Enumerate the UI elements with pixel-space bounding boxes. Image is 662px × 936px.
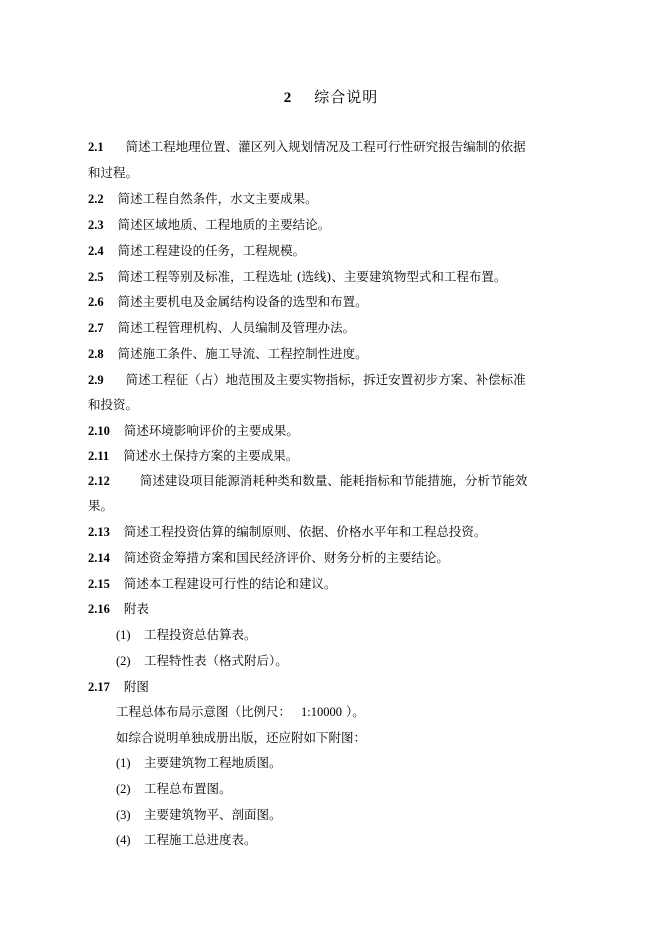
attached-figure-number: (4): [116, 833, 131, 847]
attached-figure-item: [116, 806, 576, 824]
section-item-number: 2.10: [88, 424, 110, 438]
attached-figure-number: (3): [116, 808, 131, 822]
section-item-continuation: 和过程。: [88, 165, 139, 180]
section-item-continuation: 和投资。: [88, 397, 139, 412]
section-item-number: 2.3: [88, 218, 104, 232]
section-item-number: 2.13: [88, 525, 110, 539]
section-heading: [0, 86, 662, 107]
section-item: [88, 575, 548, 593]
section-item-text: 简述工程地理位置、灌区列入规划情况及工程可行性研究报告编制的依据: [125, 139, 526, 154]
section-item-number: 2.9: [88, 373, 104, 387]
section-item-text: 简述工程自然条件，水文主要成果。: [117, 191, 318, 206]
section-item: [88, 242, 548, 260]
section-item-number: 2.5: [88, 270, 104, 284]
section-item-text: 简述工程建设的任务，工程规模。: [117, 243, 306, 258]
attached-table-text: 工程投资总估算表。: [144, 627, 257, 642]
section-item: [88, 216, 548, 234]
section-item-text: 附图: [123, 679, 149, 694]
section-item: [88, 190, 548, 208]
section-item-number: 2.12: [88, 474, 110, 488]
attached-figure-item: [116, 780, 576, 798]
section-item: [88, 371, 548, 389]
section-item: [88, 447, 548, 465]
section-item-text: 简述水土保持方案的主要成果。: [123, 448, 299, 463]
section-item-number: 2.6: [88, 295, 104, 309]
section-item-text: 简述本工程建设可行性的结论和建议。: [123, 576, 337, 591]
section-item-number: 2.8: [88, 347, 104, 361]
section-item-number: 2.15: [88, 577, 110, 591]
section-item-text: 简述施工条件、施工导流、工程控制性进度。: [117, 346, 368, 361]
section-item-text: 简述工程征（占）地范围及主要实物指标，拆迁安置初步方案、补偿标准: [125, 372, 526, 387]
section-item-text: 简述环境影响评价的主要成果。: [123, 423, 299, 438]
section-item-number: 2.11: [88, 449, 110, 463]
section-item: [88, 268, 548, 286]
attached-figure-text: 工程施工总进度表。: [144, 832, 257, 847]
section-item-number: 2.16: [88, 602, 110, 616]
attached-figure-number: (2): [116, 782, 131, 796]
attached-table-text: 工程特性表（格式附后）。: [144, 653, 288, 668]
section-item-text: 简述工程管理机构、人员编制及管理办法。: [117, 320, 356, 335]
attached-figure-item: [116, 831, 576, 849]
attached-table-item: [116, 626, 576, 644]
section-item-text: 简述区域地质、工程地质的主要结论。: [117, 217, 331, 232]
section-item: [88, 345, 548, 363]
section-item-text: 附表: [123, 601, 149, 616]
figure-note: 如综合说明单独成册出版，还应附如下附图：: [116, 730, 367, 745]
attached-table-item: [116, 652, 576, 670]
section-item-text: 简述工程投资估算的编制原则、依据、价格水平年和工程总投资。: [123, 524, 487, 539]
section-item-text: 简述主要机电及金属结构设备的选型和布置。: [117, 294, 368, 309]
section-item: [88, 472, 548, 490]
attached-figure-text: 主要建筑物工程地质图。: [144, 755, 282, 770]
attached-figure-item: [116, 754, 576, 772]
section-item: [88, 523, 548, 541]
attached-table-number: (1): [116, 628, 131, 642]
section-item: [88, 549, 548, 567]
attached-figure-number: (1): [116, 756, 131, 770]
section-item: [88, 319, 548, 337]
section-heading-number: 2: [283, 90, 293, 106]
section-item: [88, 600, 548, 618]
section-item-number: 2.1: [88, 140, 104, 154]
section-item: [88, 678, 548, 696]
attached-figure-text: 主要建筑物平、剖面图。: [144, 807, 282, 822]
section-item-number: 2.17: [88, 680, 110, 694]
section-item-text: 简述建设项目能源消耗种类和数量、能耗指标和节能措施，分析节能效: [139, 473, 528, 488]
section-item-number: 2.14: [88, 551, 110, 565]
section-item-text: 简述工程等别及标准，工程选址 (选线)、主要建筑物型式和工程布置。: [117, 269, 507, 284]
layout-diagram-line: 工程总体布局示意图（比例尺： 1:10000 ）。: [116, 704, 365, 719]
section-item-continuation: 果。: [88, 498, 114, 513]
attached-figure-text: 工程总布置图。: [144, 781, 232, 796]
section-item-text: 简述资金筹措方案和国民经济评价、财务分析的主要结论。: [123, 550, 449, 565]
section-heading-text: 综合说明: [314, 88, 379, 106]
section-item-number: 2.4: [88, 244, 104, 258]
section-item: [88, 422, 548, 440]
section-item-number: 2.2: [88, 192, 104, 206]
section-item: [88, 293, 548, 311]
section-item-number: 2.7: [88, 321, 104, 335]
attached-table-number: (2): [116, 654, 131, 668]
section-item: [88, 138, 548, 156]
scale-ratio: 1:10000: [301, 705, 342, 719]
